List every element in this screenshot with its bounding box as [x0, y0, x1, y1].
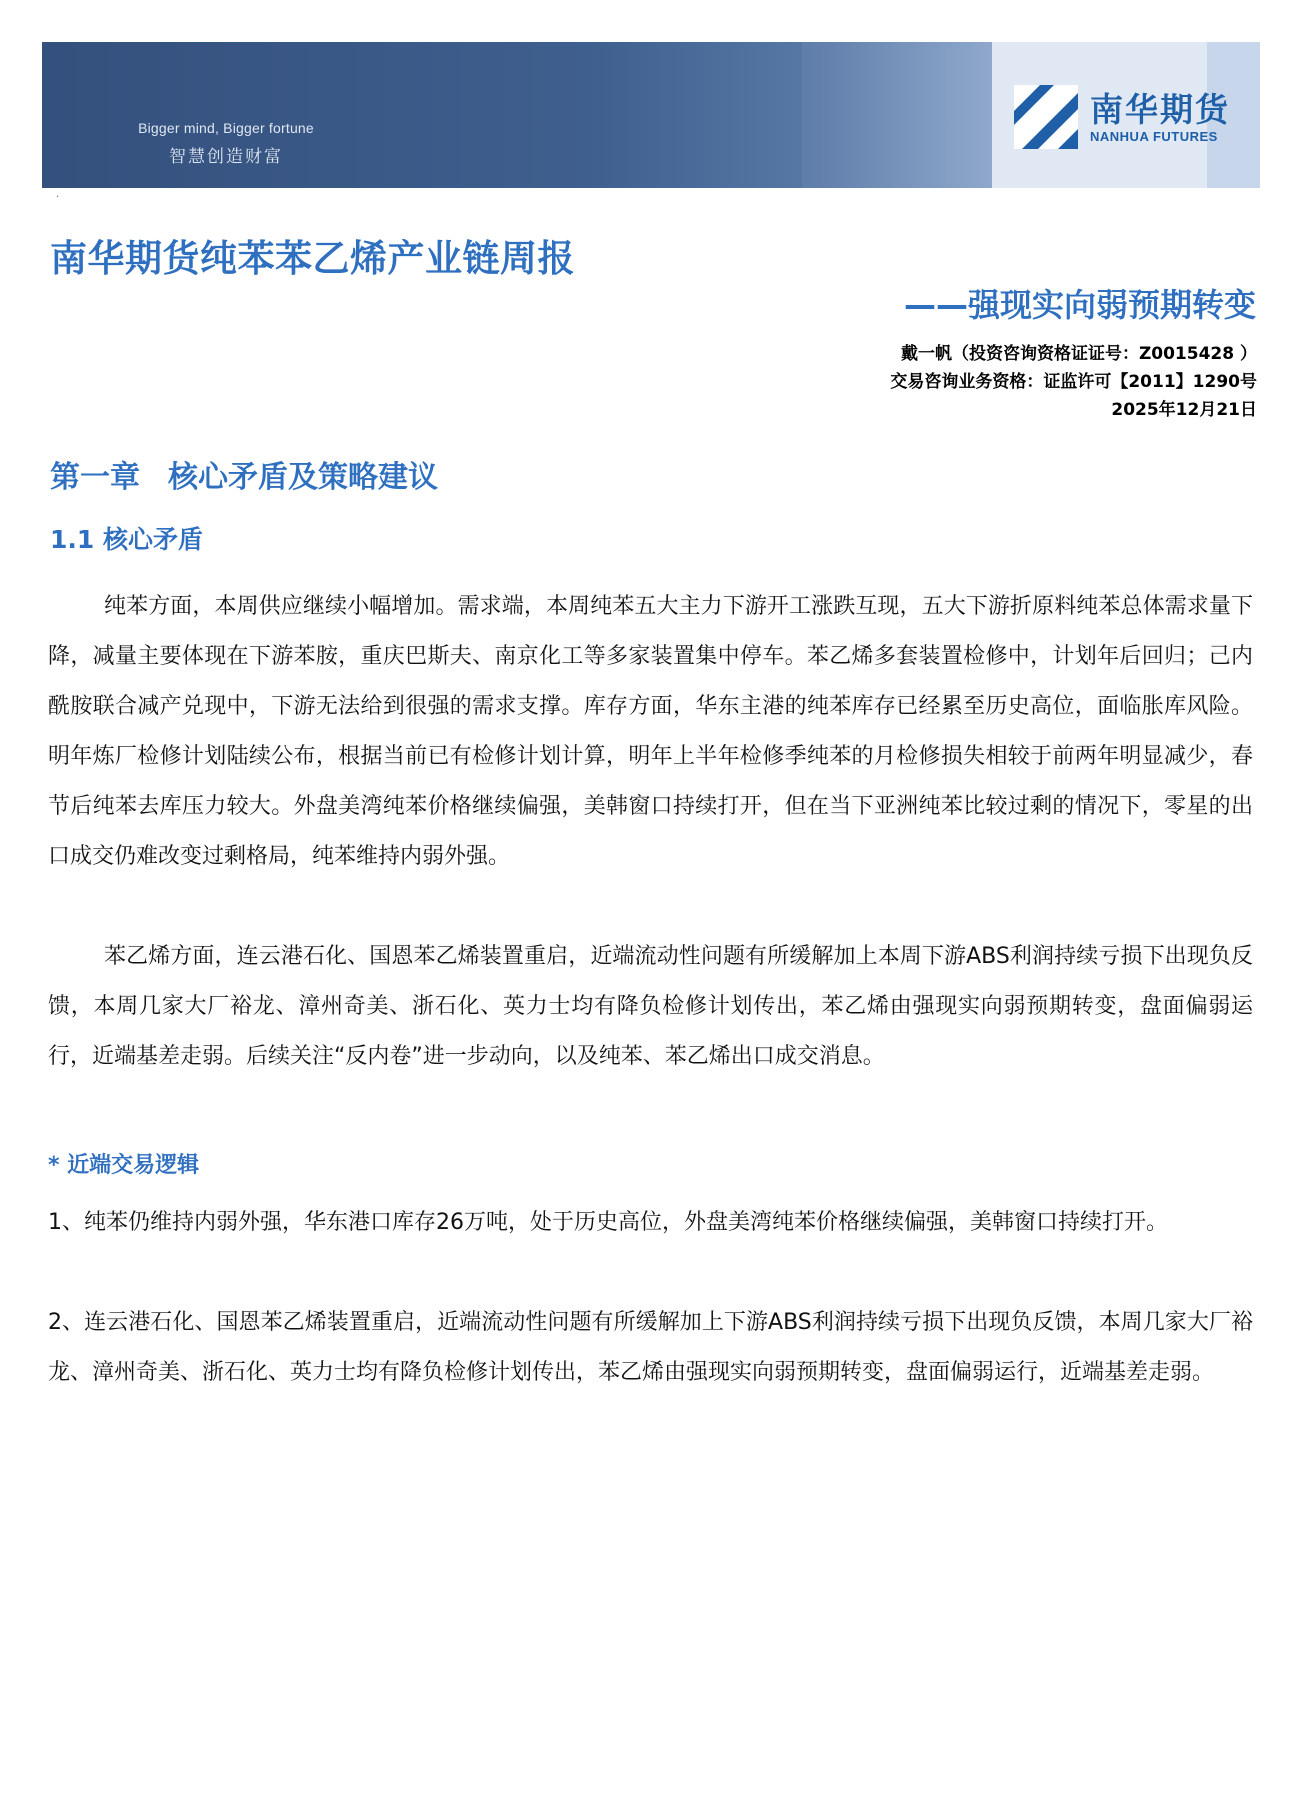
logo-english: NANHUA FUTURES — [1090, 128, 1218, 144]
header-banner — [42, 42, 1260, 188]
report-date: 2025年12月21日 — [1111, 400, 1257, 420]
author-line: 戴一帆（投资咨询资格证证号：Z0015428 ） — [900, 344, 1257, 364]
slogan-chinese: 智慧创造财富 — [169, 147, 283, 167]
logic-heading: * 近端交易逻辑 — [48, 1153, 200, 1178]
report-title: 南华期货纯苯苯乙烯产业链周报 — [50, 237, 575, 280]
slogan-english: Bigger mind, Bigger fortune — [138, 120, 314, 136]
report-subtitle: ——强现实向弱预期转变 — [903, 286, 1256, 324]
chapter-number: 第一章 — [50, 460, 140, 495]
license-line: 交易咨询业务资格：证监许可【2011】1290号 — [890, 372, 1257, 392]
report-meta — [890, 340, 1257, 424]
logic-item-1: 1、纯苯仍维持内弱外强，华东港口库存26万吨，处于历史高位，外盘美湾纯苯价格继续偏强，美韩窗口持续打开。 — [48, 1210, 1168, 1235]
section-heading: 1.1 核心矛盾 — [50, 525, 203, 554]
chapter-heading — [50, 452, 438, 496]
paragraph-styrene: 苯乙烯方面，连云港石化、国恩苯乙烯装置重启，近端流动性问题有所缓解加上本周下游ABS利润持续亏损下出现负反馈，本周几家大厂裕龙、漳州奇美、浙石化、英力士均有降负检修计划传出，苯乙烯由强现实向弱预期转变，盘面偏弱运行，近端基差走弱。后续关注“反内卷”进一步动向，以及纯苯、苯乙烯出口成交消息。 — [48, 944, 1253, 1069]
banner-slogan — [126, 120, 326, 167]
logo-wordmark — [1090, 91, 1230, 144]
paragraph-benzene: 纯苯方面，本周供应继续小幅增加。需求端，本周纯苯五大主力下游开工涨跌互现，五大下游折原料纯苯总体需求量下降，减量主要体现在下游苯胺，重庆巴斯夫、南京化工等多家装置集中停车。苯乙烯多套装置检修中，计划年后回归；己内酰胺联合减产兑现中，下游无法给到很强的需求支撑。库存方面，华东主港的纯苯库存已经累至历史高位，面临胀库风险。明年炼厂检修计划陆续公布，根据当前已有检修计划计算，明年上半年检修季纯苯的月检修损失相较于前两年明显减少，春节后纯苯去库压力较大。外盘美湾纯苯价格继续偏强，美韩窗口持续打开，但在当下亚洲纯苯比较过剩的情况下，零星的出口成交仍难改变过剩格局，纯苯维持内弱外强。 — [48, 594, 1253, 869]
logic-item-2: 2、连云港石化、国恩苯乙烯装置重启，近端流动性问题有所缓解加上下游ABS利润持续亏损下出现负反馈，本周几家大厂裕龙、漳州奇美、浙石化、英力士均有降负检修计划传出，苯乙烯由强现实向弱预期转变，盘面偏弱运行，近端基差走弱。 — [48, 1310, 1253, 1385]
page-mark: · — [56, 192, 60, 203]
company-logo — [1014, 82, 1230, 152]
chapter-title: 核心矛盾及策略建议 — [168, 460, 438, 495]
logo-mark-icon — [1014, 85, 1078, 149]
logo-chinese: 南华期货 — [1090, 89, 1230, 129]
